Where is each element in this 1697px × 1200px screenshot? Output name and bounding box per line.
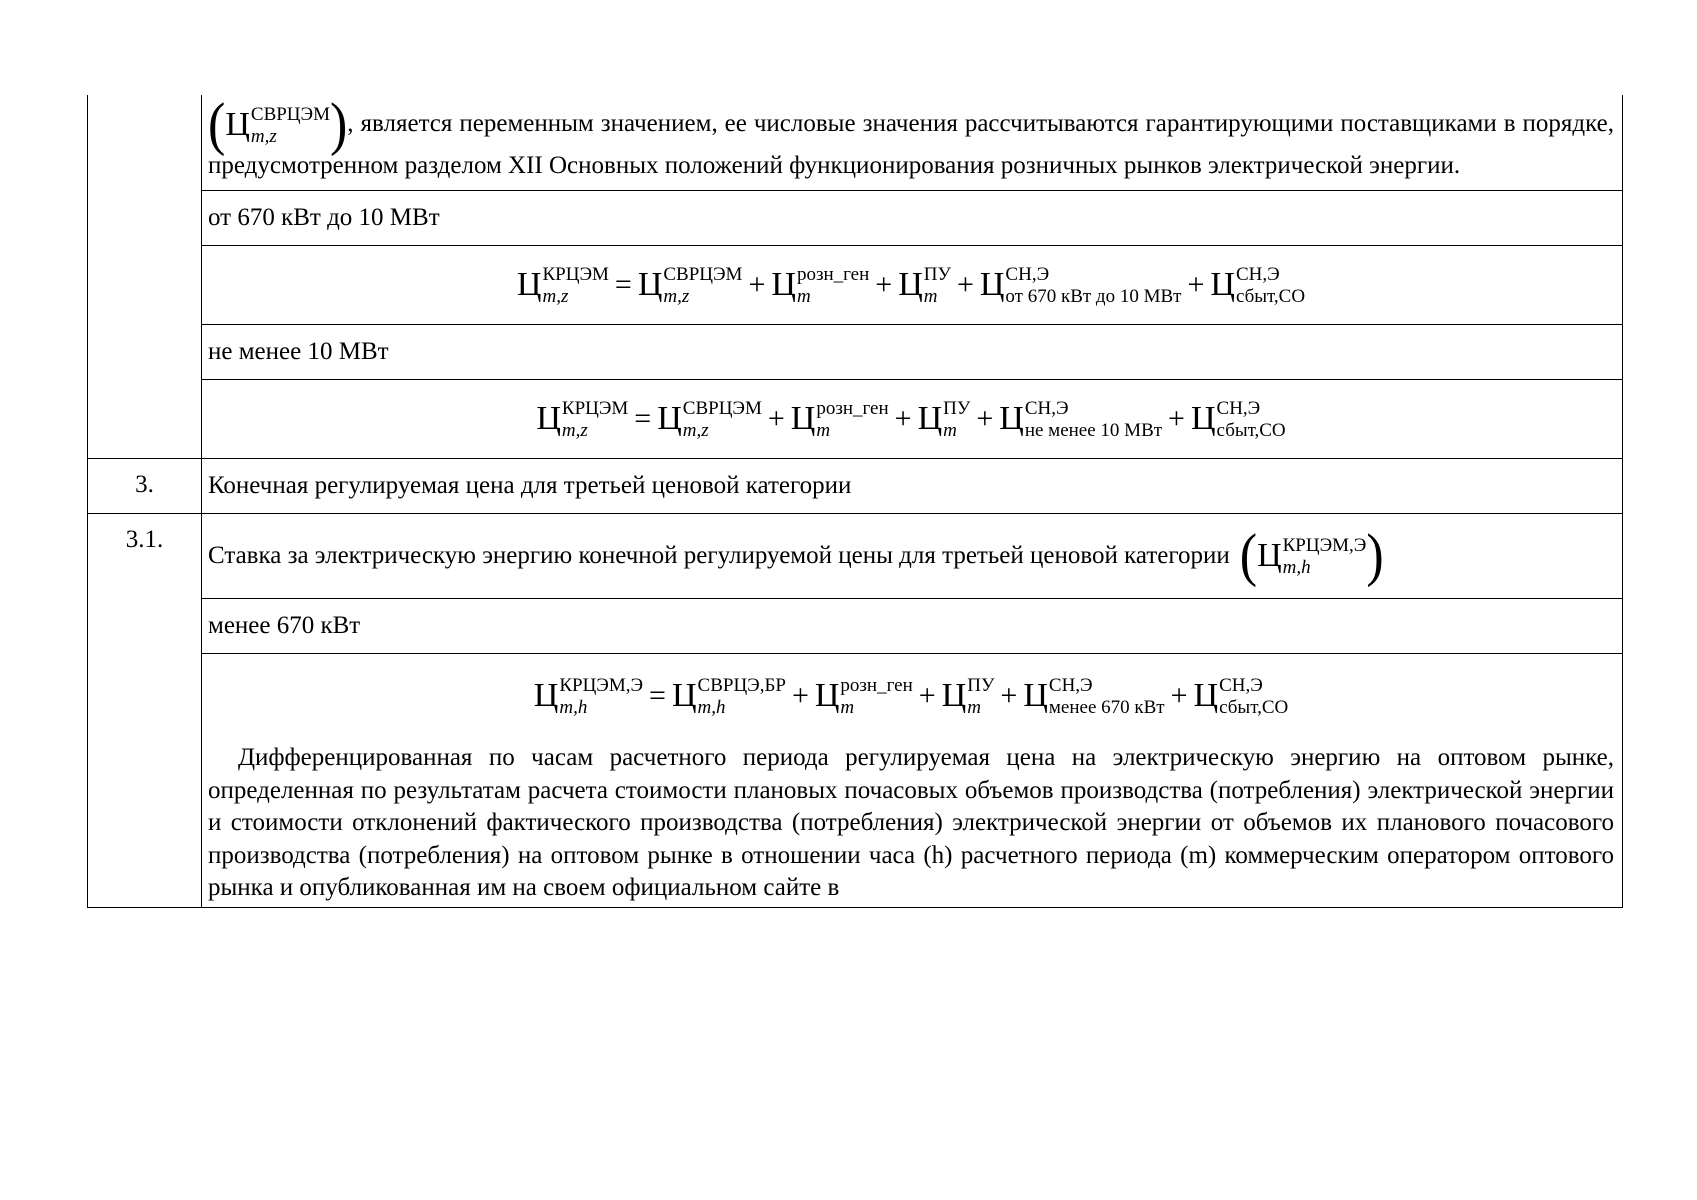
plus-sign: + [918,679,936,713]
table-row [88,654,1623,908]
symbol-sub: менее 670 кВт [1048,697,1165,719]
symbol-base: Ц [657,400,682,438]
row-number-cell [88,459,202,514]
table-row [88,191,1623,246]
text-cell [202,191,1623,246]
right-paren: ) [329,91,348,158]
row-number: 3. [135,471,154,499]
symbol-sub: m,z [682,420,709,442]
symbol-sup: СВРЦЭМ [250,104,330,126]
plus-sign: + [748,268,766,302]
row-number-cell [88,514,202,908]
symbol-base: Ц [979,266,1005,304]
symbol-base: Ц [790,400,816,438]
item-title: Конечная регулируемая цена для третьей ценовой категории [208,472,852,500]
symbol-base: Ц [814,677,840,715]
plus-sign: + [875,268,893,302]
item-title-text: Ставка за электрическую энергию конечной регулируемой цены для третьей ценовой категории [208,542,1230,570]
plus-sign: + [976,402,994,436]
symbol-sup: розн_ген [816,398,889,420]
symbol-sup: КРЦЭМ,Э [559,675,644,697]
equals-sign: = [614,268,632,302]
symbol-base: Ц [637,266,663,304]
table-row [88,380,1623,459]
symbol-sub: m,z [542,286,569,308]
symbol-base: Ц [533,677,559,715]
symbol-base: Ц [1023,677,1048,715]
plus-sign: + [767,402,785,436]
symbol-base: Ц [1193,677,1219,715]
symbol-base: Ц [536,400,561,438]
plus-sign: + [894,402,912,436]
plus-sign: + [791,679,809,713]
price-symbol [1239,522,1384,589]
symbol-base: Ц [1257,537,1282,575]
left-paren: ( [1239,522,1258,589]
symbol-base: Ц [1190,400,1216,438]
symbol-sup: СН,Э [1024,398,1069,420]
symbol-sub: сбыт,СО [1235,286,1306,308]
symbol-sub: m,h [1282,557,1311,579]
symbol-sup: СН,Э [1235,264,1280,286]
symbol-base: Ц [671,677,697,715]
symbol-base: Ц [225,106,250,144]
symbol-sub: не менее 10 МВт [1024,420,1163,442]
table-row [88,95,1623,191]
item-title [208,514,1614,598]
symbol-sup: КРЦЭМ [561,398,629,420]
formula-670-10 [516,264,1306,308]
table-row [88,246,1623,325]
symbol-sub: m [943,420,957,442]
equals-sign: = [649,679,666,713]
symbol-sub: m [796,286,811,308]
formula-cell [202,380,1623,459]
symbol-sub: сбыт,СО [1216,420,1286,442]
range-label: не менее 10 МВт [208,338,389,366]
symbol-sub: m [816,420,831,442]
table-row [88,599,1623,654]
price-symbol [208,91,348,158]
table-row [88,514,1623,599]
symbol-sub: m,h [697,697,726,719]
equals-sign: = [634,402,652,436]
plus-sign: + [1187,268,1205,302]
formula-cell [202,654,1623,908]
left-paren: ( [208,91,226,158]
text-cell [202,599,1623,654]
symbol-base: Ц [1210,266,1235,304]
symbol-sub: сбыт,СО [1219,697,1289,719]
symbol-sup: СВРЦЭМ [682,398,762,420]
symbol-base: Ц [516,266,542,304]
range-label: менее 670 кВт [208,612,361,640]
symbol-sub: m [923,286,938,308]
text-cell [202,514,1623,599]
text-cell [202,325,1623,380]
plus-sign: + [1170,679,1188,713]
symbol-sub: m,z [663,286,690,308]
symbol-base: Ц [771,266,796,304]
symbol-sup: СВРЦЭМ [663,264,743,286]
text-cell [202,91,1623,191]
intro-text: , является переменным значением, ее числовые значения рассчитываются гарантирующими поставщиками в порядке, предусмотренном разделом XII Основных положений функционирования розничных рынков электрической энергии. [208,110,1614,180]
formula-670 [533,675,1289,719]
symbol-sup: СН,Э [1219,675,1263,697]
symbol-sup: КРЦЭМ,Э [1282,535,1367,557]
plus-sign: + [1168,402,1185,436]
symbol-sub: m,z [250,126,277,148]
symbol-sup: СН,Э [1005,264,1050,286]
definition-paragraph: Дифференцированная по часам расчетного периода регулируемая цена на электрическую энергию на оптовом рынке, определенная по результатам расчета стоимости плановых почасовых объемов производства (потребления) электрической энергии и стоимости отклонений фактического производства (потребления) электрической энергии от объемов их планового почасового производства (потребления) на оптовом рынке в отношении часа (h) расчетного периода (m) коммерческим оператором оптового рынка и опубликованная им на своем официальном сайте в [208,744,1614,902]
text-cell [202,459,1623,514]
symbol-sub: от 670 кВт до 10 МВт [1005,286,1182,308]
range-label: от 670 кВт до 10 МВт [208,204,440,232]
plus-sign: + [956,268,974,302]
symbol-sup: СН,Э [1048,675,1093,697]
row-number: 3.1. [125,526,164,554]
symbol-base: Ц [999,400,1024,438]
tariff-table [87,91,1623,908]
document-page [87,91,1623,908]
table-row [88,459,1623,514]
symbol-sup: СВРЦЭ,БР [697,675,786,697]
formula-10 [536,398,1286,442]
symbol-sub: m [967,697,981,719]
symbol-sub: m,h [559,697,588,719]
right-paren: ) [1366,522,1384,589]
symbol-base: Ц [917,400,943,438]
symbol-sup: СН,Э [1216,398,1261,420]
intro-paragraph [208,91,1614,190]
symbol-base: Ц [898,266,923,304]
symbol-sup: КРЦЭМ [542,264,609,286]
symbol-sup: ПУ [923,264,951,286]
table-row [88,325,1623,380]
symbol-sub: m [840,697,855,719]
symbol-sup: розн_ген [796,264,870,286]
symbol-sup: ПУ [967,675,995,697]
row-number-cell [88,95,202,459]
symbol-sub: m,z [561,420,588,442]
plus-sign: + [1000,679,1018,713]
symbol-sup: ПУ [943,398,971,420]
symbol-sup: розн_ген [840,675,913,697]
symbol-base: Ц [941,677,967,715]
formula-cell [202,246,1623,325]
